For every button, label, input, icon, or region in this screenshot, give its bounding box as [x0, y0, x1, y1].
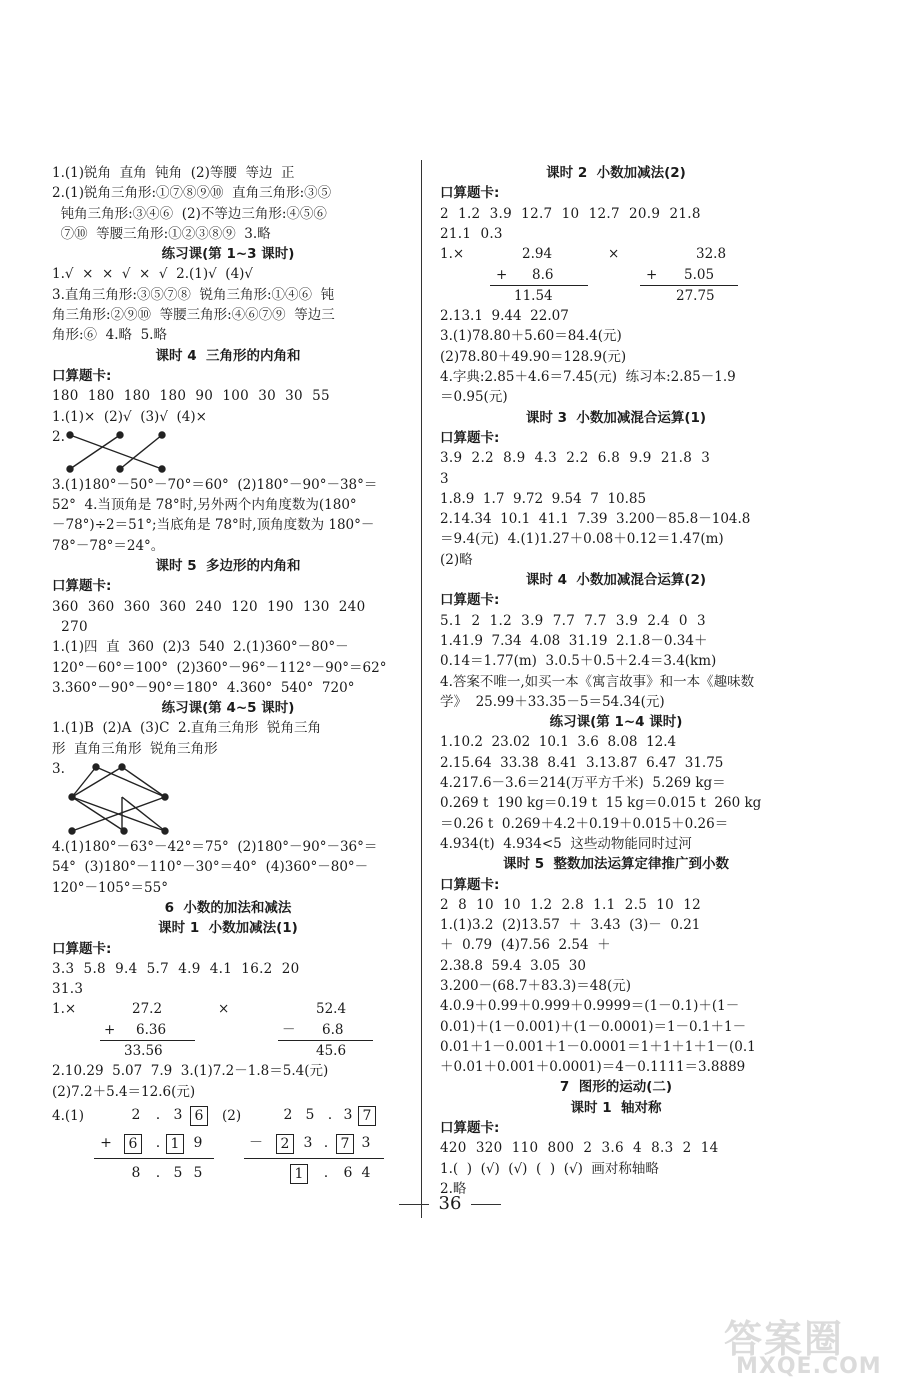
operator: +	[646, 267, 658, 284]
page-number	[0, 1193, 900, 1214]
section-heading: 课时 1 轴对称	[570, 1099, 662, 1116]
digit: 3	[343, 1106, 353, 1123]
answer-line: 3.360°－90°－90°＝180° 4.360° 540° 720°	[52, 679, 355, 696]
answer-line: 54° (3)180°－110°－30°＝40° (4)360°－80°－	[52, 859, 369, 876]
left-block-d	[52, 1061, 404, 1102]
answer-line: 1.(1)B (2)A (3)C 2.直角三角形 锐角三角	[52, 720, 321, 737]
answer-line: 2.略	[440, 1180, 467, 1197]
digit: 2	[283, 1106, 293, 1123]
section-heading: 6 小数的加法和减法	[164, 899, 292, 916]
question-2-label: 2.	[52, 428, 65, 445]
digit-box: 7	[336, 1134, 354, 1154]
box-calc-question-4	[52, 1102, 404, 1192]
section-heading: 课时 4 三角形的内角和	[155, 347, 301, 364]
question-1-line: 1.(1)× (2)√ (3)√ (4)×	[52, 408, 207, 425]
addend-b: 8.6	[532, 267, 554, 284]
digit: .	[155, 1106, 161, 1123]
addend-b: 6.36	[136, 1022, 167, 1039]
section-heading: 课时 2 小数加减法(2)	[546, 165, 686, 181]
answer-line: 0.01＋1－0.001＋1－0.0001＝1＋1＋1＋1－(0.1	[440, 1038, 756, 1055]
matching-figure-2	[52, 759, 404, 837]
section-subheading: 口算题卡:	[440, 429, 500, 446]
answer-line: 2.(1)锐角三角形:①⑦⑧⑨⑩ 直角三角形:③⑤	[52, 185, 332, 202]
operator: +	[104, 1022, 116, 1039]
digit: .	[327, 1106, 333, 1123]
digit: 3	[303, 1134, 313, 1151]
answer-line: 3	[440, 470, 449, 487]
answer-line: 角形:⑥ 4.略 5.略	[52, 327, 167, 344]
answer-line: 5.1 2 1.2 3.9 7.7 7.7 3.9 2.4 0 3	[440, 612, 706, 629]
digit: 5	[173, 1164, 183, 1181]
answer-line: 1.(1)3.2 (2)13.57 ＋ 3.43 (3)－ 0.21	[440, 917, 701, 934]
section-heading: 课时 5 整数加法运算定律推广到小数	[503, 856, 729, 873]
answer-line: 3.9 2.2 8.9 4.3 2.2 6.8 9.9 21.8 3	[440, 450, 711, 467]
section-heading: 练习课(第 4~5 课时)	[161, 700, 295, 717]
answer-line: (2)78.80＋49.90＝128.9(元)	[440, 348, 627, 365]
digit: 6	[343, 1164, 353, 1181]
answer-line: 3.200－(68.7＋83.3)＝48(元)	[440, 977, 632, 994]
section-heading: 课时 1 小数加减法(1)	[158, 920, 298, 937]
operator: +	[496, 267, 508, 284]
calc-rule	[94, 1158, 214, 1159]
answer-line: 0.14＝1.77(m) 3.0.5＋0.5＋2.4＝3.4(km)	[440, 653, 717, 670]
answer-line: 0.01)＋(1－0.001)＋(1－0.0001)＝1－0.1＋1－	[440, 1018, 747, 1035]
answer-line: 2.15.64 33.38 8.41 3.13.87 6.47 31.75	[440, 754, 724, 771]
answer-line: 0.269 t 190 kg＝0.19 t 15 kg＝0.015 t 260 kg	[440, 795, 762, 812]
addend-a: 27.2	[132, 1001, 163, 1018]
calc-result: 33.56	[124, 1043, 163, 1060]
calc-mark: ×	[608, 246, 620, 263]
answer-line: 角三角形:②⑨⑩ 等腰三角形:④⑥⑦⑨ 等边三	[52, 307, 335, 324]
watermark-logo	[718, 1308, 888, 1384]
answer-line: 3.直角三角形:③⑤⑦⑧ 锐角三角形:①④⑥ 钝	[52, 286, 335, 303]
answer-line: 1.(1)四 直 360 (2)3 540 2.(1)360°－80°－	[52, 639, 349, 656]
left-block-c	[52, 837, 404, 999]
answer-line: 2.38.8 59.4 3.05 30	[440, 957, 586, 974]
matching-lines-2	[62, 759, 262, 837]
section-subheading: 口算题卡:	[440, 876, 500, 893]
matching-figure-1	[52, 427, 404, 475]
answer-line: 120°－60°＝100° (2)360°－96°－112°－90°＝62°	[52, 659, 387, 676]
digit: .	[323, 1164, 329, 1181]
digit: 3	[173, 1106, 183, 1123]
right-block-b	[440, 306, 792, 1199]
vertical-calc-right	[440, 244, 792, 306]
answer-line: 3.(1)180°－50°－70°＝60° (2)180°－90°－38°＝	[52, 476, 378, 493]
digit: 8	[131, 1164, 141, 1181]
answer-line: 形 直角三角形 锐角三角形	[52, 740, 218, 757]
calc-rule	[244, 1158, 384, 1159]
page-number-dash	[471, 1204, 501, 1205]
section-heading: 练习课(第 1~4 课时)	[549, 714, 683, 731]
answer-line: 120°－105°＝55°	[52, 879, 168, 896]
digit-box: 6	[190, 1106, 208, 1126]
digit-box: 6	[124, 1134, 142, 1154]
answer-line: ⑦⑩ 等腰三角形:①②③⑧⑨ 3.略	[52, 225, 271, 242]
answer-line: 2.10.29 5.07 7.9 3.(1)7.2－1.8＝5.4(元)	[52, 1063, 329, 1080]
answer-line: 钝角三角形:③④⑥ (2)不等边三角形:④⑤⑥	[52, 205, 327, 222]
answer-line: 4.字典:2.85＋4.6＝7.45(元) 练习本:2.85－1.9	[440, 369, 736, 386]
answer-line: 180 180 180 180 90 100 30 30 55	[52, 388, 330, 405]
answer-line: 4.217.6－3.6＝214(万平方千米) 5.269 kg＝	[440, 775, 726, 792]
answer-line: 4.0.9＋0.99＋0.999＋0.9999＝(1－0.1)＋(1－	[440, 998, 740, 1015]
answer-line: ＝0.26 t 0.269＋4.2＋0.19＋0.015＋0.26＝	[440, 815, 729, 832]
answer-line: 2.13.1 9.44 22.07	[440, 308, 569, 325]
digit: .	[155, 1134, 161, 1151]
answer-line: (2)7.2＋5.4＝12.6(元)	[52, 1083, 196, 1100]
addend-a: 32.8	[696, 246, 727, 263]
subtrahend: 6.8	[322, 1022, 344, 1039]
watermark-main: 答案圈	[724, 1317, 845, 1361]
answer-line: 2.14.34 10.1 41.1 7.39 3.200－85.8－104.8	[440, 511, 751, 528]
section-heading: 7 图形的运动(二)	[559, 1079, 673, 1096]
q4-label: 4.(1)	[52, 1107, 85, 1124]
answer-line: 270	[52, 618, 88, 635]
answer-line: 1.(1)锐角 直角 钝角 (2)等腰 等边 正	[52, 165, 295, 181]
section-subheading: 口算题卡:	[52, 367, 112, 384]
digit: 5	[193, 1164, 203, 1181]
answer-line: 3.3 5.8 9.4 5.7 4.9 4.1 16.2 20	[52, 960, 300, 977]
digit: 5	[305, 1106, 315, 1123]
section-subheading: 口算题卡:	[440, 592, 500, 609]
answer-line: ＝0.95(元)	[440, 389, 508, 406]
answer-line: 1.( ) (√) (√) ( ) (√) 画对称轴略	[440, 1160, 659, 1177]
digit-box: 2	[276, 1134, 294, 1154]
operator: －	[282, 1022, 296, 1039]
page-number-text: 36	[438, 1193, 462, 1214]
matching-lines-1	[62, 427, 262, 475]
watermark-url: MXQE.COM	[736, 1354, 882, 1379]
answer-line: 1.8.9 1.7 9.72 9.54 7 10.85	[440, 490, 647, 507]
answer-line: 3.(1)78.80＋5.60＝84.4(元)	[440, 328, 622, 345]
digit-box: 1	[166, 1134, 184, 1154]
answer-line: ＝9.4(元) 4.(1)1.27＋0.08＋0.12＝1.47(m)	[440, 531, 724, 548]
answer-line: 4.(1)180°－63°－42°＝75° (2)180°－90°－36°＝	[52, 839, 378, 856]
answer-line: 420 320 110 800 2 3.6 4 8.3 2 14	[440, 1140, 719, 1157]
vertical-calc-left	[52, 999, 404, 1061]
digit: 3	[361, 1134, 371, 1151]
operator: －	[249, 1134, 263, 1151]
column-divider	[421, 160, 422, 1218]
digit-box: 1	[290, 1164, 308, 1184]
answer-line: (2)略	[440, 551, 473, 568]
section-heading: 练习课(第 1~3 课时)	[161, 246, 295, 263]
section-subheading: 口算题卡:	[52, 578, 112, 595]
digit: 2	[131, 1106, 141, 1123]
answer-line: 4.934(t) 4.934<5 这些动物能同时过河	[440, 835, 692, 852]
digit: .	[323, 1134, 329, 1151]
answer-line: 学》 25.99＋33.35－5＝54.34(元)	[440, 693, 665, 710]
calc-result: 45.6	[316, 1043, 347, 1060]
left-block-a	[52, 163, 404, 407]
question-3-label: 3.	[52, 761, 65, 778]
answer-line: ＋ 0.79 (4)7.56 2.54 ＋	[440, 937, 611, 954]
left-column	[52, 163, 404, 1192]
answer-line: 52° 4.当顶角是 78°时,另外两个内角度数为(180°	[52, 497, 357, 514]
answer-line: 78°－78°＝24°。	[52, 537, 165, 554]
answer-line: 1.41.9 7.34 4.08 31.19 2.1.8－0.34＋	[440, 632, 708, 649]
right-block-a	[440, 163, 792, 244]
answer-line: 1.10.2 23.02 10.1 3.6 8.08 12.4	[440, 734, 677, 751]
section-heading: 课时 5 多边形的内角和	[155, 558, 301, 575]
right-column	[440, 163, 792, 1199]
answer-line: 1.√ × × √ × √ 2.(1)√ (4)√	[52, 266, 254, 283]
minuend: 52.4	[316, 1001, 347, 1018]
digit: .	[155, 1164, 161, 1181]
section-heading: 课时 3 小数加减混合运算(1)	[525, 409, 707, 426]
answer-line: 2 8 10 10 1.2 2.8 1.1 2.5 10 12	[440, 896, 702, 913]
addend-b: 5.05	[684, 267, 715, 284]
left-block-b	[52, 475, 404, 759]
digit: 9	[193, 1134, 203, 1151]
answer-line: 2 1.2 3.9 12.7 10 12.7 20.9 21.8	[440, 205, 701, 222]
calc-mark: ×	[218, 1001, 230, 1018]
section-subheading: 口算题卡:	[52, 940, 112, 957]
answer-line: 21.1 0.3	[440, 225, 503, 242]
calc-label: 1.×	[52, 1001, 77, 1018]
digit: 4	[361, 1164, 371, 1181]
q4-label-2: (2)	[222, 1107, 242, 1124]
section-subheading: 口算题卡:	[440, 185, 500, 202]
addend-a: 2.94	[522, 246, 553, 263]
calc-label: 1.×	[440, 246, 465, 263]
calc-result: 27.75	[676, 288, 715, 305]
answer-line: 360 360 360 360 240 120 190 130 240	[52, 598, 366, 615]
section-heading: 课时 4 小数加减混合运算(2)	[525, 572, 707, 589]
section-subheading: 口算题卡:	[440, 1120, 500, 1137]
answer-line: －78°)÷2＝51°;当底角是 78°时,顶角度数为 180°－	[52, 517, 375, 534]
page-number-dash	[399, 1204, 429, 1205]
calc-result: 11.54	[514, 288, 553, 305]
answer-line: 4.答案不唯一,如买一本《寓言故事》和一本《趣味数	[440, 673, 755, 690]
digit-box: 7	[358, 1106, 376, 1126]
answer-line: ＋0.01＋0.001＋0.0001)＝4－0.1111＝3.8889	[440, 1059, 746, 1076]
answer-line: 31.3	[52, 981, 84, 998]
operator: +	[100, 1134, 112, 1151]
